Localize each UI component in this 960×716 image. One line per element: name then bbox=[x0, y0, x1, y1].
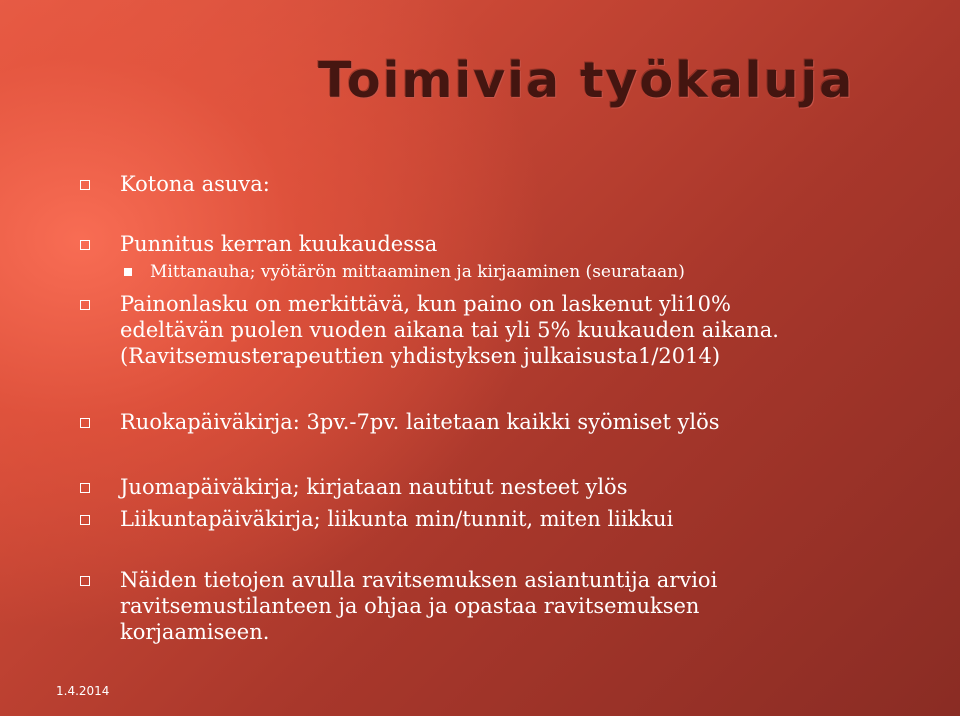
sub-bullet-text-tape: Mittanauha; vyötärön mittaaminen ja kirjaaminen (seurataan) bbox=[150, 262, 685, 282]
bullet-text-summary-line3: korjaamiseen. bbox=[120, 620, 270, 644]
sub-bullet-icon bbox=[124, 268, 132, 276]
bullet-text-drink-diary: Juomapäiväkirja; kirjataan nautitut nesteet ylös bbox=[120, 475, 628, 499]
bullet-icon bbox=[80, 240, 90, 250]
bullet-text-food-diary: Ruokapäiväkirja: 3pv.-7pv. laitetaan kaikki syömiset ylös bbox=[120, 410, 720, 434]
bullet-icon bbox=[80, 483, 90, 493]
bullet-text-weightloss-line2: edeltävän puolen vuoden aikana tai yli 5% kuukauden aikana. bbox=[120, 318, 779, 342]
footer-date: 1.4.2014 bbox=[56, 684, 110, 698]
bullet-text-weighing: Punnitus kerran kuukaudessa bbox=[120, 232, 438, 256]
bullet-text-weightloss-line1: Painonlasku on merkittävä, kun paino on laskenut yli10% bbox=[120, 292, 731, 316]
bullet-text-summary-line1: Näiden tietojen avulla ravitsemuksen asiantuntija arvioi bbox=[120, 568, 718, 592]
bullet-icon bbox=[80, 300, 90, 310]
bullet-text-exercise-diary: Liikuntapäiväkirja; liikunta min/tunnit, miten liikkui bbox=[120, 507, 674, 531]
bullet-text-summary-line2: ravitsemustilanteen ja ohjaa ja opastaa ravitsemuksen bbox=[120, 594, 700, 618]
bullet-icon bbox=[80, 180, 90, 190]
bullet-icon bbox=[80, 418, 90, 428]
bullet-text-home: Kotona asuva: bbox=[120, 172, 270, 196]
bullet-icon bbox=[80, 576, 90, 586]
slide-title: Toimivia työkaluja bbox=[318, 52, 855, 109]
bullet-text-weightloss-line3: (Ravitsemusterapeuttien yhdistyksen julkaisusta1/2014) bbox=[120, 344, 721, 368]
bullet-icon bbox=[80, 515, 90, 525]
